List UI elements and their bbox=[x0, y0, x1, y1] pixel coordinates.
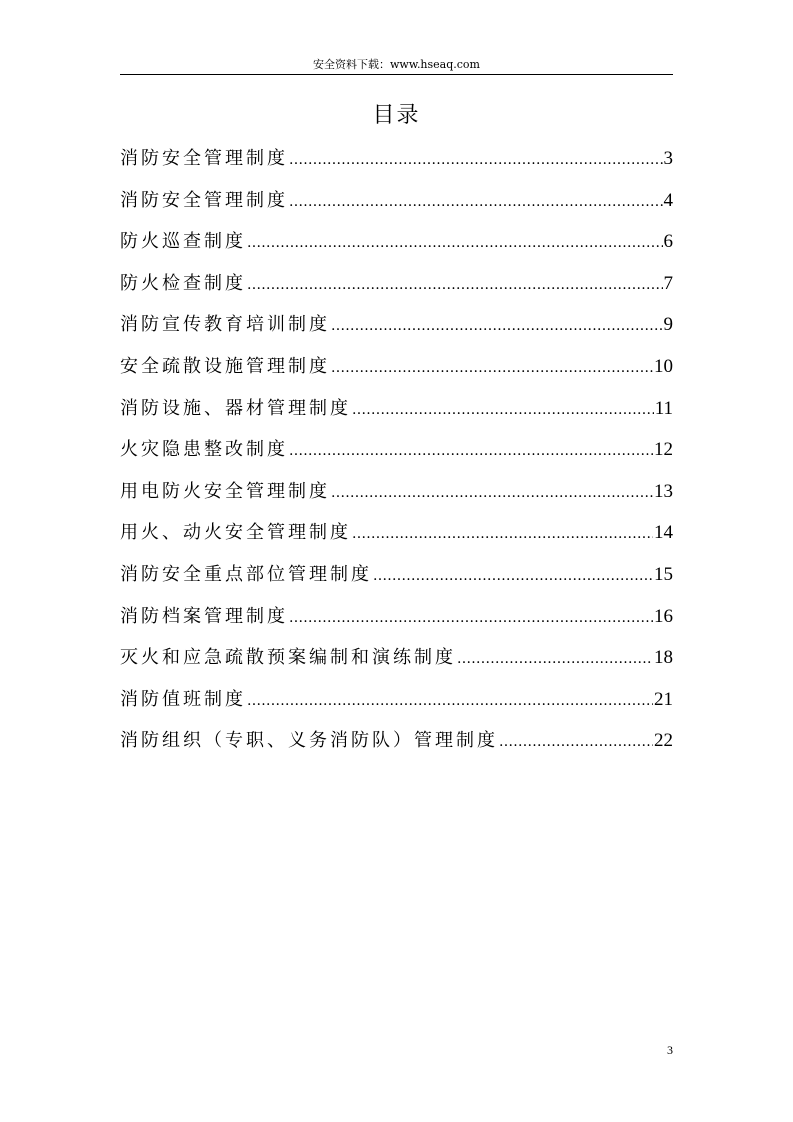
toc-entry-page: 10 bbox=[654, 355, 673, 377]
toc-entry-title: 消防安全管理制度 bbox=[120, 189, 288, 211]
toc-entry-page: 12 bbox=[654, 439, 673, 461]
toc-dot-leader bbox=[289, 146, 663, 174]
toc-entry-title: 安全疏散设施管理制度 bbox=[120, 355, 330, 377]
page-number: 3 bbox=[667, 1043, 673, 1057]
toc-dot-leader bbox=[331, 479, 653, 507]
toc-entry-page: 16 bbox=[654, 605, 673, 627]
toc-entry-page: 22 bbox=[654, 730, 673, 752]
toc-dot-leader bbox=[331, 312, 663, 340]
toc-dot-leader bbox=[457, 645, 653, 673]
toc-entry-title: 防火巡查制度 bbox=[120, 231, 246, 253]
toc-dot-leader bbox=[247, 271, 663, 299]
toc-entry[interactable] bbox=[120, 478, 673, 520]
toc-entry[interactable] bbox=[120, 395, 673, 437]
toc-entry-title: 消防档案管理制度 bbox=[120, 605, 288, 627]
toc-entry-title: 消防值班制度 bbox=[120, 688, 246, 710]
toc-entry-page: 7 bbox=[663, 272, 673, 294]
toc-entry-title: 用电防火安全管理制度 bbox=[120, 480, 330, 502]
table-of-contents bbox=[120, 145, 673, 769]
toc-entry[interactable] bbox=[120, 561, 673, 603]
toc-entry-title: 消防设施、器材管理制度 bbox=[120, 397, 351, 419]
toc-dot-leader bbox=[499, 728, 653, 756]
toc-dot-leader bbox=[289, 188, 663, 216]
toc-entry-page: 9 bbox=[663, 314, 673, 336]
toc-entry-title: 防火检查制度 bbox=[120, 272, 246, 294]
toc-entry-page: 11 bbox=[654, 397, 673, 419]
toc-dot-leader bbox=[331, 354, 653, 382]
toc-entry-title: 消防安全重点部位管理制度 bbox=[120, 563, 372, 585]
toc-entry[interactable] bbox=[120, 436, 673, 478]
toc-entry[interactable] bbox=[120, 603, 673, 645]
toc-entry-page: 18 bbox=[654, 647, 673, 669]
toc-entry-page: 13 bbox=[654, 480, 673, 502]
toc-dot-leader bbox=[247, 229, 663, 257]
toc-dot-leader bbox=[352, 520, 653, 548]
toc-entry[interactable] bbox=[120, 353, 673, 395]
toc-entry-title: 灭火和应急疏散预案编制和演练制度 bbox=[120, 647, 456, 669]
toc-entry-page: 6 bbox=[663, 231, 673, 253]
header-divider bbox=[120, 74, 673, 75]
toc-dot-leader bbox=[373, 562, 653, 590]
toc-entry[interactable] bbox=[120, 519, 673, 561]
toc-entry-page: 21 bbox=[654, 688, 673, 710]
toc-entry-page: 15 bbox=[654, 563, 673, 585]
toc-dot-leader bbox=[289, 604, 653, 632]
toc-entry-title: 消防宣传教育培训制度 bbox=[120, 314, 330, 336]
page-header: 安全资料下载：www.hseaq.com bbox=[313, 58, 480, 71]
toc-entry-title: 消防组织（专职、义务消防队）管理制度 bbox=[120, 730, 498, 752]
toc-entry[interactable] bbox=[120, 270, 673, 312]
toc-entry[interactable] bbox=[120, 727, 673, 769]
toc-entry-title: 火灾隐患整改制度 bbox=[120, 439, 288, 461]
toc-dot-leader bbox=[352, 396, 654, 424]
toc-entry-page: 14 bbox=[654, 522, 673, 544]
toc-entry-title: 用火、动火安全管理制度 bbox=[120, 522, 351, 544]
toc-entry[interactable] bbox=[120, 145, 673, 187]
toc-entry[interactable] bbox=[120, 311, 673, 353]
toc-entry[interactable] bbox=[120, 187, 673, 229]
toc-entry[interactable] bbox=[120, 686, 673, 728]
toc-dot-leader bbox=[289, 437, 653, 465]
toc-entry-page: 3 bbox=[663, 148, 673, 169]
toc-entry-title: 消防安全管理制度 bbox=[120, 148, 288, 169]
toc-entry[interactable] bbox=[120, 644, 673, 686]
toc-dot-leader bbox=[247, 687, 653, 715]
toc-entry[interactable] bbox=[120, 228, 673, 270]
toc-entry-page: 4 bbox=[663, 189, 673, 211]
toc-title: 目录 bbox=[372, 103, 421, 128]
